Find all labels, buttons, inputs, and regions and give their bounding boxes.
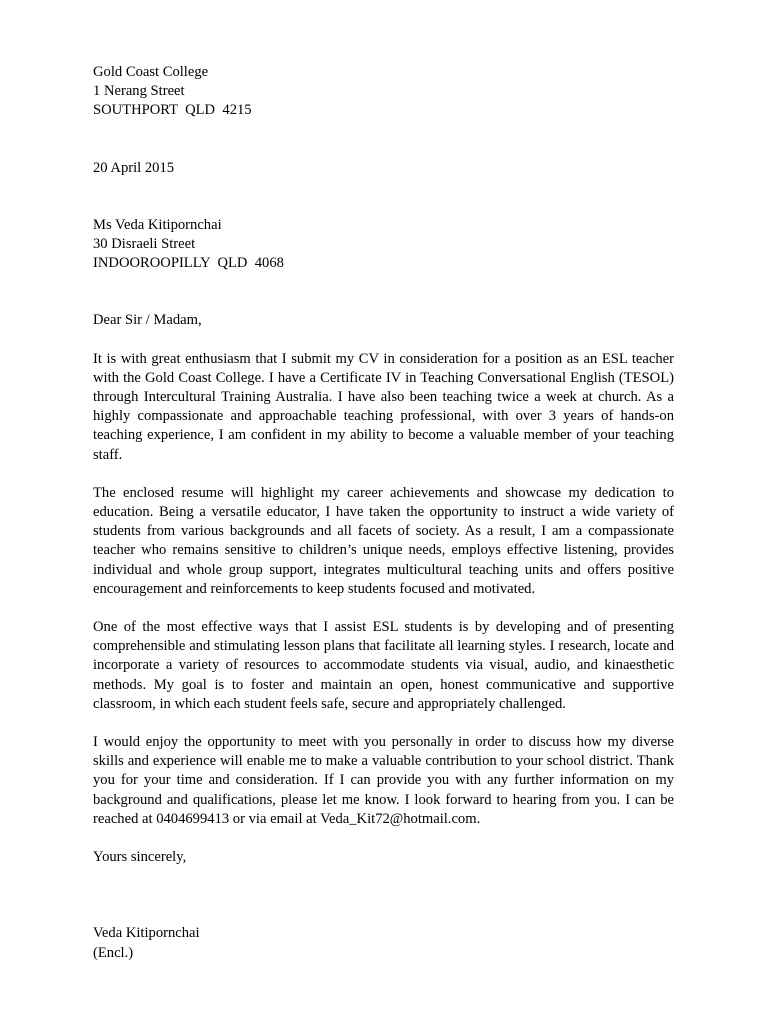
letter-page bbox=[93, 63, 674, 963]
sender-name: Gold Coast College bbox=[93, 64, 209, 80]
sender-street: 1 Nerang Street bbox=[93, 83, 185, 100]
sender-address bbox=[93, 63, 674, 121]
recipient-name: Ms Veda Kitipornchai bbox=[93, 216, 222, 233]
enclosure-note: (Encl.) bbox=[93, 944, 134, 961]
letter-date bbox=[93, 159, 674, 178]
salutation: Dear Sir / Madam, bbox=[93, 312, 202, 329]
recipient-city: INDOOROOPILLY QLD 4068 bbox=[93, 255, 284, 272]
body-paragraph-1: It is with great enthusiasm that I submit my CV in consideration for a position as an ESL teacher with the Gold Coast College. I have a Certificate IV in Teaching Conversational English (TESOL) through Intercultural Training Australia. I have also been teaching twice a week at church. As a highly compassionate and approachable teaching professional, with over 3 years of hands-on teaching experience, I am confident in my ability to become a valuable member of your teaching staff. bbox=[93, 350, 674, 463]
sender-city: SOUTHPORT QLD 4215 bbox=[93, 102, 252, 119]
closing: Yours sincerely, bbox=[93, 849, 187, 866]
signature-block bbox=[93, 924, 674, 962]
body-paragraph-4: I would enjoy the opportunity to meet with you personally in order to discuss how my diverse skills and experience will enable me to make a valuable contribution to your school district. Thank you for your time and consideration. If I can provide you with any further information on my background and qualifications, please let me know. I look forward to hearing from you. I can be reached at 0404699413 or via email at Veda_Kit72@hotmail.com. bbox=[93, 734, 674, 827]
body-paragraph-3: One of the most effective ways that I assist ESL students is by developing and of presenting comprehensible and stimulating lesson plans that facilitate all learning styles. I research, locate and incorporate a variety of resources to accommodate students via visual, audio, and kinaesthetic methods. My goal is to foster and maintain an open, honest communicative and supportive classroom, in which each student feels safe, secure and appropriately challenged. bbox=[93, 619, 674, 712]
signature-name: Veda Kitipornchai bbox=[93, 925, 200, 942]
body-paragraph-2: The enclosed resume will highlight my career achievements and showcase my dedication to education. Being a versatile educator, I have taken the opportunity to instruct a wide variety of students from various backgrounds and all facets of society. As a result, I am a compassionate teacher who remains sensitive to children’s unique needs, employs effective listening, provides individual and whole group support, integrates multicultural teaching units and offers positive encouragement and reinforcements to keep students focused and motivated. bbox=[93, 484, 674, 597]
recipient-address bbox=[93, 216, 674, 274]
date-text: 20 April 2015 bbox=[93, 159, 175, 176]
recipient-street: 30 Disraeli Street bbox=[93, 236, 196, 253]
